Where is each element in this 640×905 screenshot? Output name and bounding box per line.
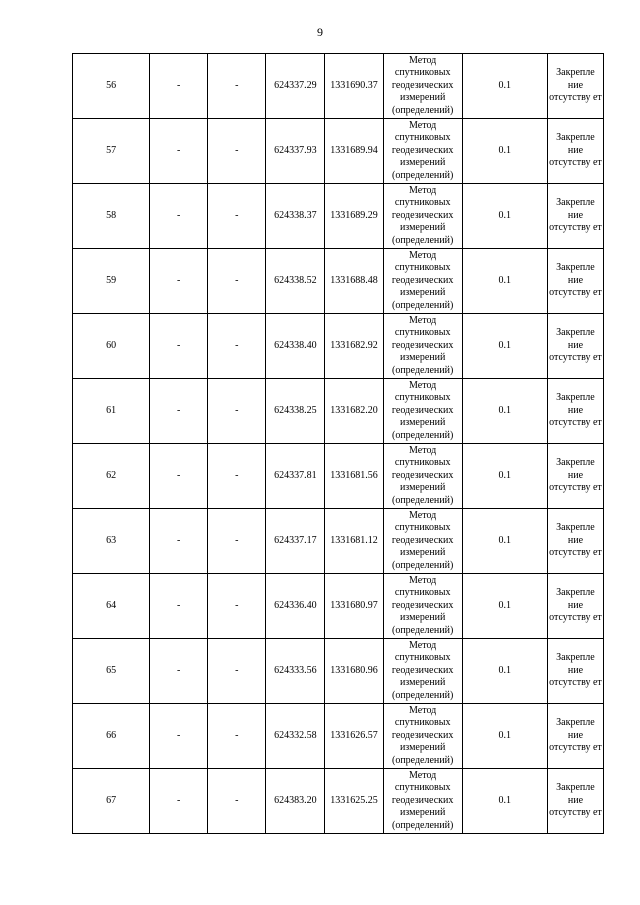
x-coordinate-cell: 624333.56 <box>266 639 325 704</box>
y-coordinate-cell: 1331689.29 <box>325 184 383 249</box>
empty-marker-cell: - <box>208 639 266 704</box>
table-row <box>73 574 604 639</box>
table-row <box>73 379 604 444</box>
method-cell: Метод спутниковых геодезических измерений (определений) <box>383 379 462 444</box>
empty-marker-cell: - <box>150 119 208 184</box>
table-row <box>73 769 604 834</box>
accuracy-cell: 0.1 <box>462 704 547 769</box>
fixing-cell: Закрепле ние отсутству ет <box>547 184 603 249</box>
empty-marker-cell: - <box>150 639 208 704</box>
x-coordinate-cell: 624337.81 <box>266 444 325 509</box>
y-coordinate-cell: 1331688.48 <box>325 249 383 314</box>
empty-marker-cell: - <box>208 314 266 379</box>
empty-marker-cell: - <box>150 509 208 574</box>
fixing-cell: Закрепле ние отсутству ет <box>547 769 603 834</box>
empty-marker-cell: - <box>150 54 208 119</box>
x-coordinate-cell: 624383.20 <box>266 769 325 834</box>
y-coordinate-cell: 1331680.96 <box>325 639 383 704</box>
table-row <box>73 509 604 574</box>
point-number-cell: 60 <box>73 314 150 379</box>
point-number-cell: 59 <box>73 249 150 314</box>
y-coordinate-cell: 1331625.25 <box>325 769 383 834</box>
method-cell: Метод спутниковых геодезических измерений (определений) <box>383 574 462 639</box>
table-row <box>73 444 604 509</box>
x-coordinate-cell: 624338.25 <box>266 379 325 444</box>
empty-marker-cell: - <box>208 379 266 444</box>
empty-marker-cell: - <box>150 444 208 509</box>
coordinates-table <box>72 53 604 834</box>
y-coordinate-cell: 1331626.57 <box>325 704 383 769</box>
x-coordinate-cell: 624337.29 <box>266 54 325 119</box>
empty-marker-cell: - <box>150 249 208 314</box>
x-coordinate-cell: 624337.93 <box>266 119 325 184</box>
empty-marker-cell: - <box>208 184 266 249</box>
page-number: 9 <box>317 25 323 39</box>
accuracy-cell: 0.1 <box>462 314 547 379</box>
point-number-cell: 63 <box>73 509 150 574</box>
empty-marker-cell: - <box>208 574 266 639</box>
point-number-cell: 57 <box>73 119 150 184</box>
accuracy-cell: 0.1 <box>462 379 547 444</box>
accuracy-cell: 0.1 <box>462 769 547 834</box>
method-cell: Метод спутниковых геодезических измерений (определений) <box>383 249 462 314</box>
point-number-cell: 67 <box>73 769 150 834</box>
accuracy-cell: 0.1 <box>462 509 547 574</box>
fixing-cell: Закрепле ние отсутству ет <box>547 119 603 184</box>
table-row <box>73 119 604 184</box>
empty-marker-cell: - <box>150 574 208 639</box>
fixing-cell: Закрепле ние отсутству ет <box>547 639 603 704</box>
accuracy-cell: 0.1 <box>462 119 547 184</box>
x-coordinate-cell: 624338.52 <box>266 249 325 314</box>
empty-marker-cell: - <box>208 769 266 834</box>
fixing-cell: Закрепле ние отсутству ет <box>547 704 603 769</box>
fixing-cell: Закрепле ние отсутству ет <box>547 314 603 379</box>
table-row <box>73 184 604 249</box>
table-row <box>73 314 604 379</box>
point-number-cell: 66 <box>73 704 150 769</box>
empty-marker-cell: - <box>150 704 208 769</box>
table-row <box>73 704 604 769</box>
accuracy-cell: 0.1 <box>462 249 547 314</box>
x-coordinate-cell: 624336.40 <box>266 574 325 639</box>
accuracy-cell: 0.1 <box>462 54 547 119</box>
table-body <box>73 54 604 834</box>
y-coordinate-cell: 1331681.12 <box>325 509 383 574</box>
table-row <box>73 639 604 704</box>
empty-marker-cell: - <box>208 249 266 314</box>
empty-marker-cell: - <box>208 509 266 574</box>
empty-marker-cell: - <box>208 444 266 509</box>
y-coordinate-cell: 1331681.56 <box>325 444 383 509</box>
y-coordinate-cell: 1331682.92 <box>325 314 383 379</box>
method-cell: Метод спутниковых геодезических измерений (определений) <box>383 639 462 704</box>
table-row <box>73 54 604 119</box>
y-coordinate-cell: 1331680.97 <box>325 574 383 639</box>
fixing-cell: Закрепле ние отсутству ет <box>547 444 603 509</box>
method-cell: Метод спутниковых геодезических измерений (определений) <box>383 54 462 119</box>
accuracy-cell: 0.1 <box>462 574 547 639</box>
accuracy-cell: 0.1 <box>462 184 547 249</box>
empty-marker-cell: - <box>208 54 266 119</box>
method-cell: Метод спутниковых геодезических измерений (определений) <box>383 444 462 509</box>
fixing-cell: Закрепле ние отсутству ет <box>547 509 603 574</box>
y-coordinate-cell: 1331689.94 <box>325 119 383 184</box>
x-coordinate-cell: 624332.58 <box>266 704 325 769</box>
empty-marker-cell: - <box>150 184 208 249</box>
empty-marker-cell: - <box>150 379 208 444</box>
x-coordinate-cell: 624338.40 <box>266 314 325 379</box>
y-coordinate-cell: 1331690.37 <box>325 54 383 119</box>
point-number-cell: 56 <box>73 54 150 119</box>
method-cell: Метод спутниковых геодезических измерений (определений) <box>383 314 462 379</box>
point-number-cell: 64 <box>73 574 150 639</box>
method-cell: Метод спутниковых геодезических измерений (определений) <box>383 509 462 574</box>
point-number-cell: 61 <box>73 379 150 444</box>
method-cell: Метод спутниковых геодезических измерений (определений) <box>383 184 462 249</box>
empty-marker-cell: - <box>208 704 266 769</box>
accuracy-cell: 0.1 <box>462 444 547 509</box>
fixing-cell: Закрепле ние отсутству ет <box>547 574 603 639</box>
accuracy-cell: 0.1 <box>462 639 547 704</box>
method-cell: Метод спутниковых геодезических измерений (определений) <box>383 704 462 769</box>
x-coordinate-cell: 624337.17 <box>266 509 325 574</box>
point-number-cell: 65 <box>73 639 150 704</box>
fixing-cell: Закрепле ние отсутству ет <box>547 379 603 444</box>
empty-marker-cell: - <box>150 769 208 834</box>
method-cell: Метод спутниковых геодезических измерений (определений) <box>383 769 462 834</box>
y-coordinate-cell: 1331682.20 <box>325 379 383 444</box>
table-row <box>73 249 604 314</box>
empty-marker-cell: - <box>208 119 266 184</box>
point-number-cell: 58 <box>73 184 150 249</box>
point-number-cell: 62 <box>73 444 150 509</box>
empty-marker-cell: - <box>150 314 208 379</box>
fixing-cell: Закрепле ние отсутству ет <box>547 54 603 119</box>
x-coordinate-cell: 624338.37 <box>266 184 325 249</box>
fixing-cell: Закрепле ние отсутству ет <box>547 249 603 314</box>
method-cell: Метод спутниковых геодезических измерений (определений) <box>383 119 462 184</box>
